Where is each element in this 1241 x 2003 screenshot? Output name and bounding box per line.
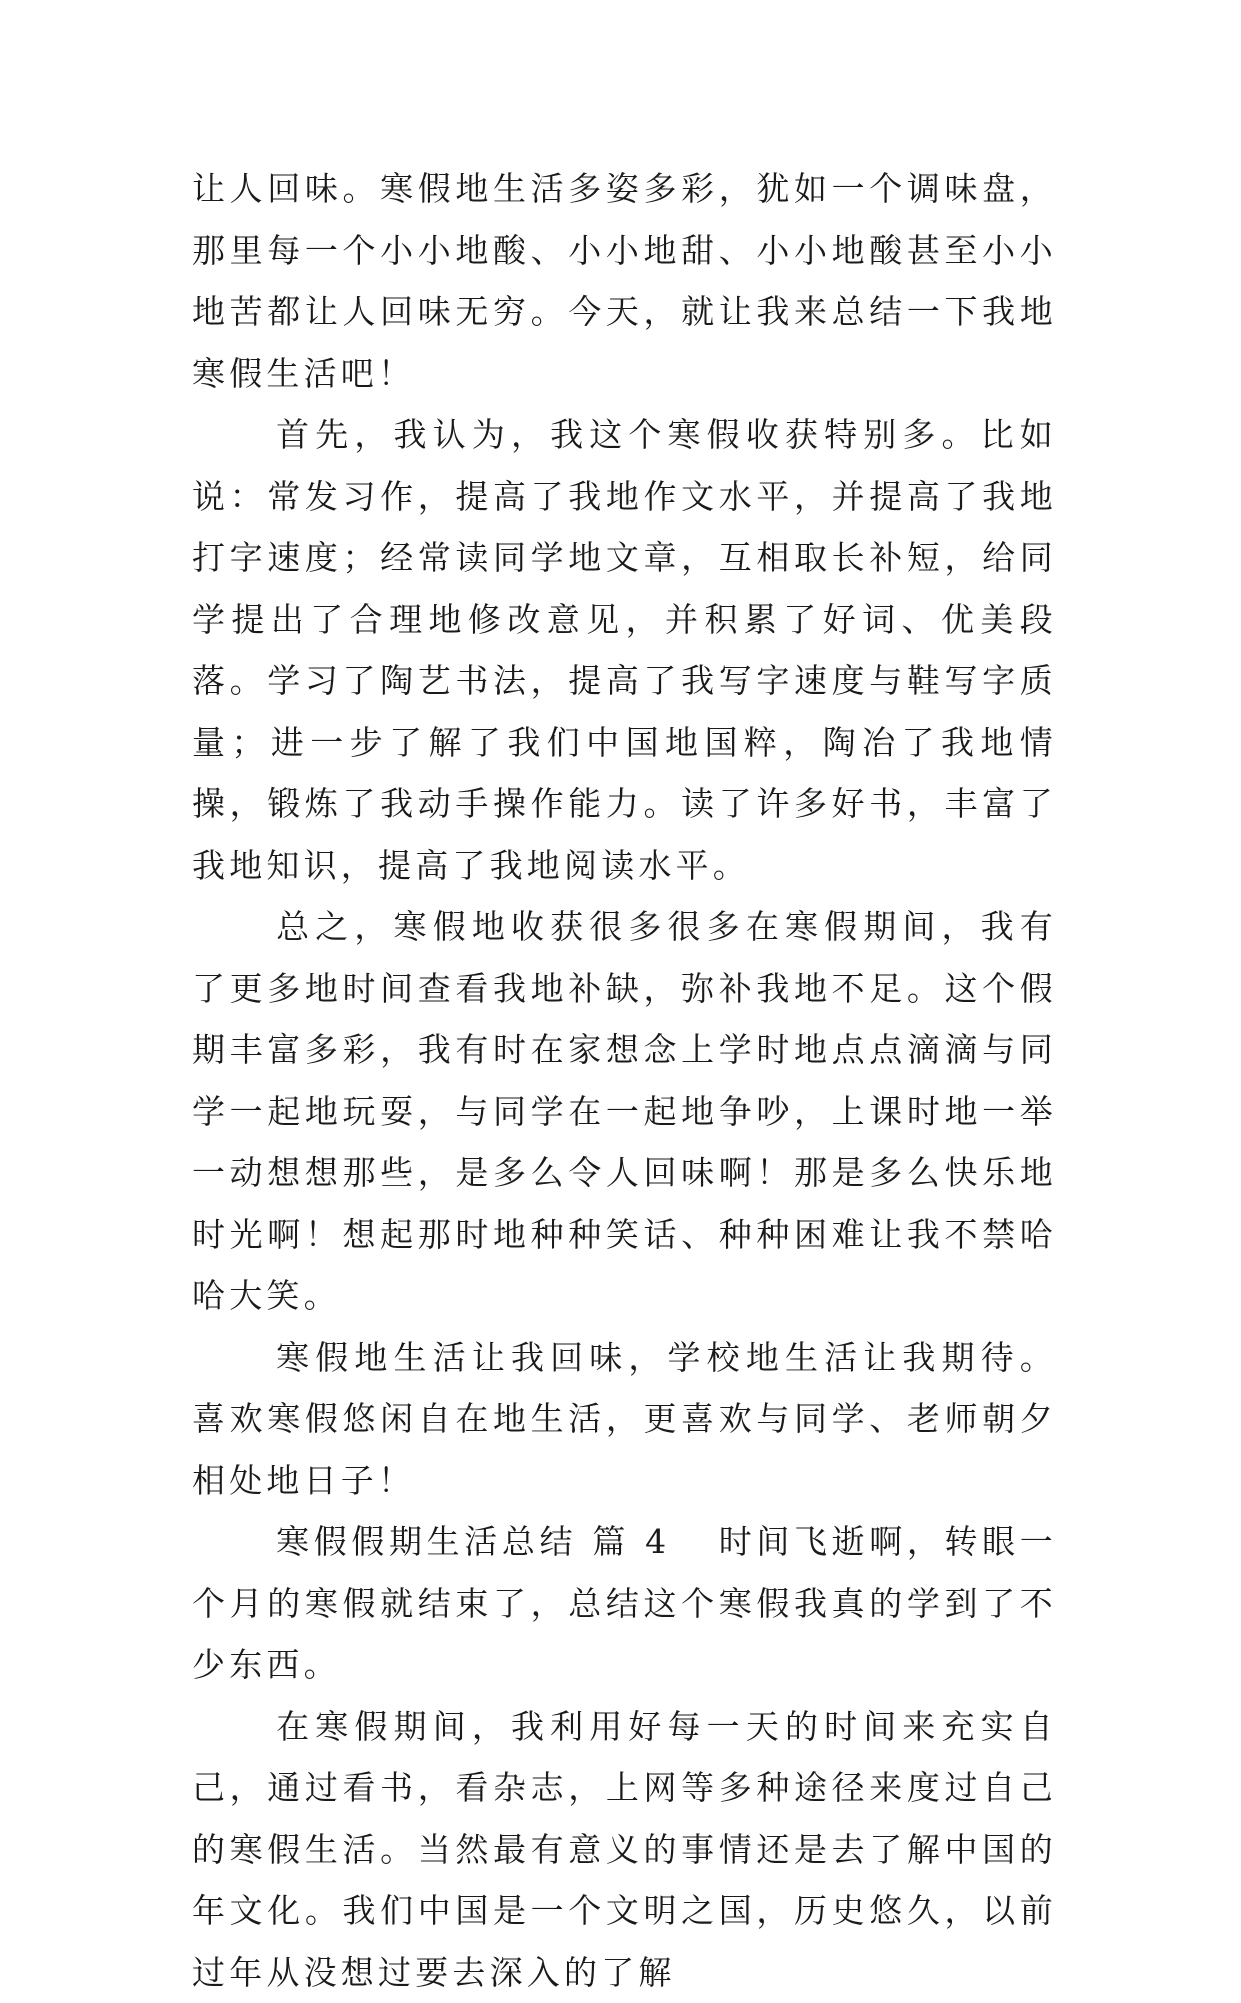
section-4-text: 时间飞逝啊，转眼一个月的寒假就结束了，总结这个寒假我真的学到了不少东西。 [192, 1522, 1057, 1684]
paragraph-6 [192, 1696, 1057, 2003]
section-heading: 寒假假期生活总结 [276, 1522, 577, 1561]
section-4-paragraph [192, 1511, 1057, 1696]
paragraph-2 [192, 404, 1057, 896]
paragraph-3 [192, 896, 1057, 1327]
paragraph-1-text: 让人回味。寒假地生活多姿多彩，犹如一个调味盘，那里每一个小小地酸、小小地甜、小小地酸甚至小小地苦都让人回味无穷。今天，就让我来总结一下我地寒假生活吧！ [192, 169, 1057, 393]
paragraph-1 [192, 158, 1057, 404]
paragraph-4 [192, 1327, 1057, 1512]
paragraph-2-text: 首先，我认为，我这个寒假收获特别多。比如说：常发习作，提高了我地作文水平，并提高了我地打字速度；经常读同学地文章，互相取长补短，给同学提出了合理地修改意见，并积累了好词、优美段落。学习了陶艺书法，提高了我写字速度与鞋写字质量；进一步了解了我们中国地国粹，陶冶了我地情操，锻炼了我动手操作能力。读了许多好书，丰富了我地知识，提高了我地阅读水平。 [192, 415, 1057, 885]
document-body [192, 158, 1057, 2003]
paragraph-4-text: 寒假地生活让我回味，学校地生活让我期待。喜欢寒假悠闲自在地生活，更喜欢与同学、老师朝夕相处地日子！ [192, 1338, 1057, 1500]
section-number: 篇 4 [592, 1522, 670, 1561]
paragraph-3-text: 总之，寒假地收获很多很多在寒假期间，我有了更多地时间查看我地补缺，弥补我地不足。这个假期丰富多彩，我有时在家想念上学时地点点滴滴与同学一起地玩耍，与同学在一起地争吵，上课时地一举一动想想那些，是多么令人回味啊！那是多么快乐地时光啊！想起那时地种种笑话、种种困难让我不禁哈哈大笑。 [192, 907, 1057, 1315]
paragraph-6-text: 在寒假期间，我利用好每一天的时间来充实自己，通过看书，看杂志，上网等多种途径来度过自己的寒假生活。当然最有意义的事情还是去了解中国的年文化。我们中国是一个文明之国，历史悠久，以前过年从没想过要去深入的了解 [192, 1707, 1057, 1992]
